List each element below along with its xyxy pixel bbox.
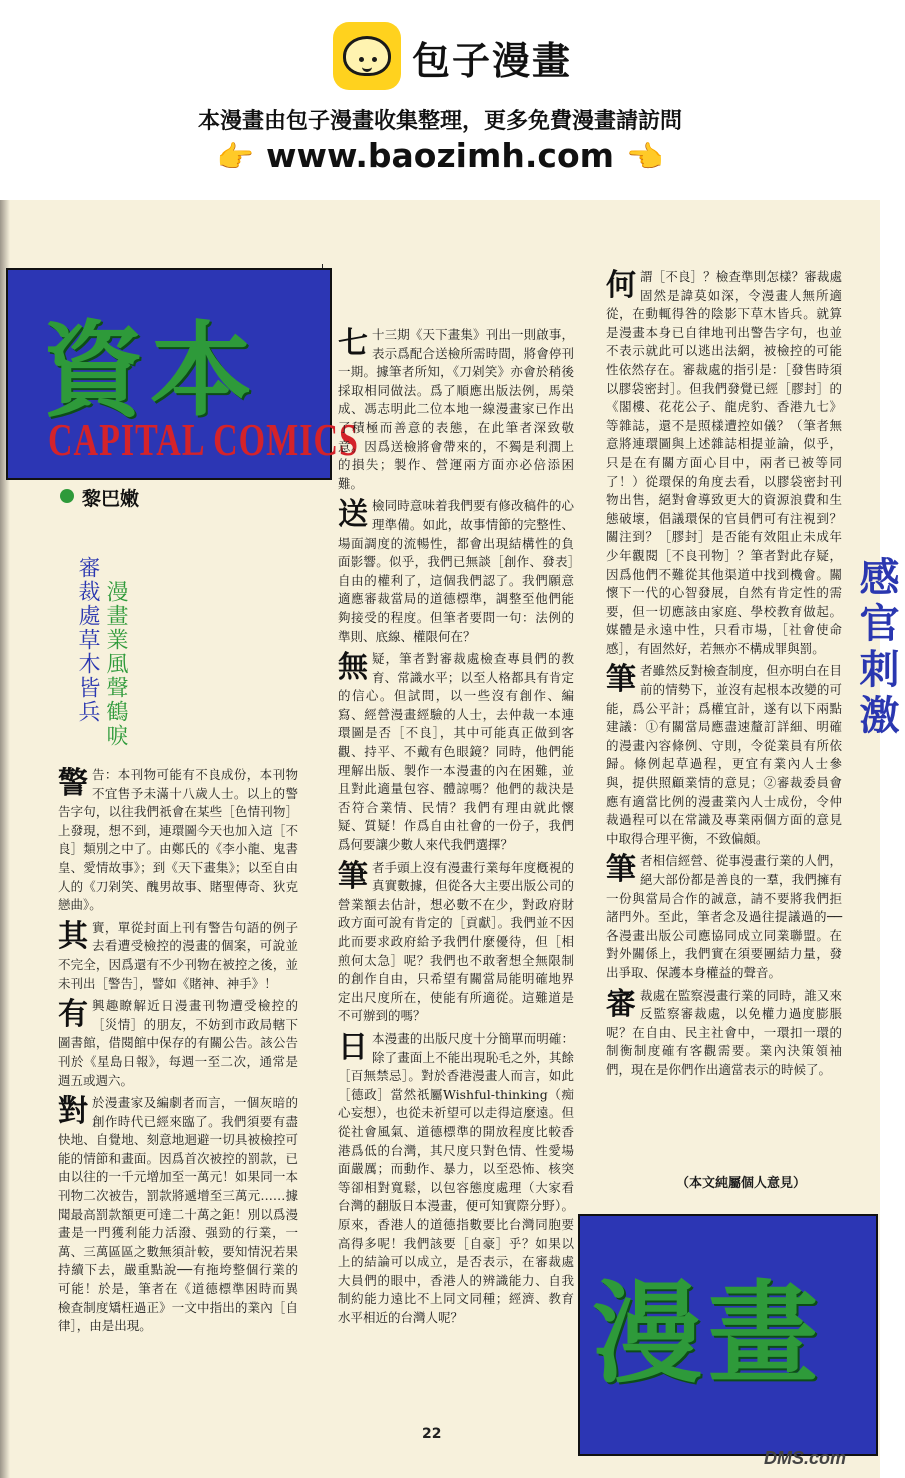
magazine-page bbox=[0, 200, 899, 1478]
headline-right: 審裁處草木皆兵 bbox=[75, 556, 100, 724]
article-paragraph bbox=[606, 987, 842, 1080]
side-word: 感官刺激 bbox=[853, 556, 899, 740]
drop-cap: 對 bbox=[58, 1094, 88, 1130]
article-paragraph bbox=[58, 1094, 311, 1336]
paragraph-text: 者雖然反對檢查制度，但亦明白在目前的情勢下，並沒有起根本改變的可能，爲公平計；爲權宜計，遂有以下兩點建議：①有關當局應盡速釐訂詳細、明確的漫畫內容條例、守則，令從業員有所依歸。條例起草過程，更宜有業內人士參與，提供照顧業情的意見；②審裁委員會應有適當比例的漫畫業內人士成份，令仲裁過程可以在常識及專業兩個方面的意見中取得合理平衡，不致偏頗。 bbox=[606, 663, 842, 846]
pointing-hand-icon: 👉 bbox=[216, 140, 254, 175]
article-paragraph bbox=[606, 268, 842, 658]
drop-cap: 無 bbox=[338, 650, 368, 686]
paragraph-text: 十三期《天下畫集》刊出一則啟事，表示爲配合送檢所需時間，將會停刊一期。據筆者所知，《刀剁笑》亦會於稍後採取相同做法。爲了順應出版法例，馬榮成、馮志明此二位本地一線漫畫家已作出了積極而善意的表態，在此筆者深致敬意。因爲送檢將會帶來的，不獨是利潤上的損失；製作、營運兩方面亦必倍添困難。 bbox=[338, 327, 574, 491]
article-paragraph bbox=[338, 1030, 574, 1328]
article-paragraph bbox=[58, 997, 298, 1090]
drop-cap: 筆 bbox=[338, 858, 368, 894]
article-paragraph bbox=[58, 919, 298, 993]
page-number: 22 bbox=[422, 1426, 442, 1442]
site-name[interactable]: 包子漫畫 bbox=[412, 39, 573, 83]
drop-cap: 送 bbox=[338, 497, 368, 533]
article-column-2 bbox=[338, 326, 574, 1331]
drop-cap: 有 bbox=[58, 997, 88, 1033]
banner-url-row[interactable] bbox=[0, 136, 880, 175]
paragraph-text: 疑，筆者對審裁處檢查專員們的教育、常識水平；以至人格都具有肯定的信心。但試問，以一些沒有創作、編寫、經營漫畫經驗的人士，去仲裁一本連環圖是否［不良］，其中可能真正做到客觀、持平、不戴有色眼鏡？同時，他們能理解出版、製作一本漫畫的內在困難，並且對此適量包容、體諒嗎？他們的裁決是否符合業情、民情？我們有理由就此懷疑、質疑！作爲自由社會的一份子，我們爲何要讓少數人來代我們選擇？ bbox=[338, 651, 574, 853]
drop-cap: 七 bbox=[338, 326, 368, 361]
site-banner bbox=[0, 0, 880, 200]
paragraph-text: 興趣瞭解近日漫畫刊物遭受檢控的［災情］的朋友，不妨到市政局轄下圖書館，借閱館中保存的有關公告。該公告刊於《星島日報》，每週一至二次，通常是週五或週六。 bbox=[58, 998, 298, 1088]
watermark: DMS.com bbox=[764, 1448, 847, 1468]
drop-cap: 筆 bbox=[606, 852, 636, 888]
article-paragraph bbox=[338, 326, 574, 493]
drop-cap: 審 bbox=[606, 986, 636, 1022]
paragraph-text: 於漫畫家及編劇者而言，一個灰暗的創作時代已經來臨了。我們須要有盡快地、自覺地、刻意地迴避一切具被檢控可能的情節和畫面。因爲首次被控的罰款，已由以往的一千元增加至一萬元！如果同一本刊物二次被告，罰款將遞增至三萬元……據聞最高罰款額更可達二十萬之鉅！別以爲漫畫是一門獲利能力活潑、强勁的行業，一萬、三萬區區之數無須計較，要知情況若果持續下去，嚴重點說──有拖垮整個行業的可能！於是，筆者在《道德標準困時而異 檢查制度矯枉過正》一文中指出的業內［自律］，由是出現。 bbox=[58, 1095, 311, 1334]
article-column-3 bbox=[606, 268, 842, 1084]
article-paragraph bbox=[606, 662, 842, 848]
article-paragraph bbox=[338, 497, 574, 646]
article-paragraph bbox=[338, 859, 574, 1026]
paragraph-text: 本漫畫的出版尺度十分簡單而明確：除了畫面上不能出現恥毛之外，其餘［百無禁忌］。對於香港漫畫人而言，如此［德政］當然祇屬Wishful-thinking（痴心妄想），也從未祈望可以走得這麼遠。但從社會風氣、道德標準的開放程度比較香港爲低的台灣，其尺度只對色情、性愛場面嚴厲；而動作、暴力，以至恐怖、核突等卻相對寬鬆，以包容態度處理（大家看台灣的翻版日本漫畫，便可知實際分野）。原來，香港人的道德指數要比台灣同胞要高得多呢！我們該要［自豪］乎？如果以上的結論可以成立，是否表示，在審裁處大員們的眼中，香港人的辨識能力、自我制約能力遠比不上同文同種；經濟、教育水平相近的台灣人呢？ bbox=[338, 1030, 574, 1325]
drop-cap: 警 bbox=[58, 766, 88, 801]
article-column-1 bbox=[58, 766, 311, 1340]
disclaimer: （本文純屬個人意見） bbox=[676, 1176, 807, 1191]
author-name: 黎巴嫩 bbox=[82, 488, 140, 510]
baozi-logo-icon[interactable] bbox=[333, 22, 401, 90]
drop-cap: 日 bbox=[338, 1029, 368, 1065]
paragraph-text: 實，單從封面上刊有警告句語的例子去看遭受檢控的漫畫的個案，可說並不完全，因爲還有不少刊物在被控之後，並未刊出［警告］，譬如《賭神、神手》！ bbox=[58, 919, 298, 991]
paragraph-text: 者相信經營、從事漫畫行業的人們，絕大部份都是善良的一羣，我們擁有一份與當局合作的誠意，請不要將我們拒諸門外。至此，筆者念及過往提議過的──各漫畫出版公司應協同成立同業聯盟。在對外關係上，我們實在須要團結力量，發出爭取、保護本身權益的聲音。 bbox=[606, 853, 842, 980]
drop-cap: 筆 bbox=[606, 662, 636, 698]
paragraph-text: 檢同時意味着我們要有修改稿件的心理準備。如此，故事情節的完整性、場面調度的流暢性，都會出現結構性的負面影響。似乎，我們已無談［創作、發表］自由的權利了，這個我們認了。我們願意適應審裁當局的道德標準，調整至他們能夠接受的程度。但筆者要問一句：法例的準則、底線、權限何在？ bbox=[338, 498, 574, 644]
paragraph-text: 裁處在監察漫畫行業的同時，誰又來反監察審裁處，以免權力過度膨脹呢？在自由、民主社會中，一環扣一環的制衡制度確有客觀需要。業內決策領袖們，現在是你們作出適當表示的時候了。 bbox=[606, 987, 842, 1077]
banner-tagline: 本漫畫由包子漫畫收集整理，更多免費漫畫請訪問 bbox=[197, 109, 682, 134]
article-paragraph bbox=[606, 852, 842, 982]
author-bullet-icon bbox=[60, 489, 74, 503]
paragraph-text: 告：本刊物可能有不良成份，本刊物不宜售予未滿十八歲人士。以上的警告字句，以往我們祇會在某些［色情刊物］上發現，想不到，連環圖今天也加入這［不良］類別之中了。由鄭氏的《李小龍、鬼書皇、愛情故事》；到《天下畫集》；以至自由人的《刀剁笑、醜男故事、賭聖傳奇、狄克戀曲》。 bbox=[58, 767, 298, 913]
drop-cap: 何 bbox=[606, 268, 636, 303]
column-title-en: CAPITAL COMICS bbox=[48, 416, 359, 466]
drop-cap: 其 bbox=[58, 918, 88, 954]
article-paragraph bbox=[338, 650, 574, 855]
article-paragraph bbox=[58, 766, 298, 915]
pointing-hand-icon: 👈 bbox=[626, 140, 664, 175]
column-title: 資本 bbox=[42, 311, 258, 431]
bottom-title: 漫畫 bbox=[592, 1269, 824, 1398]
paragraph-text: 謂［不良］？檢查準則怎樣？審裁處固然是諱莫如深，令漫畫人無所適從，在動輒得咎的陰影下草木皆兵。就算是漫畫本身已自律地刊出警告字句，也並不表示就此可以逃出法網，被檢控的可能性依然存在。審裁處的指引是：［發售時須以膠袋密封］。但我們發覺已經［膠封］的《閣樓、花花公子、龍虎豹、香港九七》等雜誌，還不是照樣遭控如儀？（筆者無意將連環圖與上述雜誌相提並論，似乎，只是在有關方面心目中，兩者已被等同了！）從環保的角度去看，以膠袋密封刊物出售，絕對會導致更大的資源浪費和生態破壞，倡議環保的官員們可有注視到？關注到？［膠封］是否能有效阻止未成年少年觀閱［不良刊物］？筆者對此存疑，因爲他們不難從其他渠道中找到機會。關懷下一代的心智發展，自然有肯定性的需要，但一切應該由家庭、學校教育做起。媒體是永遠中性，只看市場，［社會使命感］，有固然好，若無亦不構成罪與罰。 bbox=[606, 269, 842, 656]
site-url[interactable]: www.baozimh.com bbox=[266, 136, 614, 175]
bun-shape bbox=[343, 36, 391, 76]
paragraph-text: 者手頭上沒有漫畫行業每年度槪視的真實數據，但從各大主要出版公司的營業額去估計，想必數不在少，對政府財政方面可說有肯定的［貢獻］。我們並不因此而要求政府給予我們什麼優待，但［相煎何太急］呢？我們也不敢奢想全無限制的創作自由，只希望有關當局能明確地界定出尺度所在，使能有所適從。這難道是不可辦到的嗎？ bbox=[338, 859, 574, 1024]
headline-left: 漫畫業風聲鶴唳 bbox=[103, 580, 128, 748]
